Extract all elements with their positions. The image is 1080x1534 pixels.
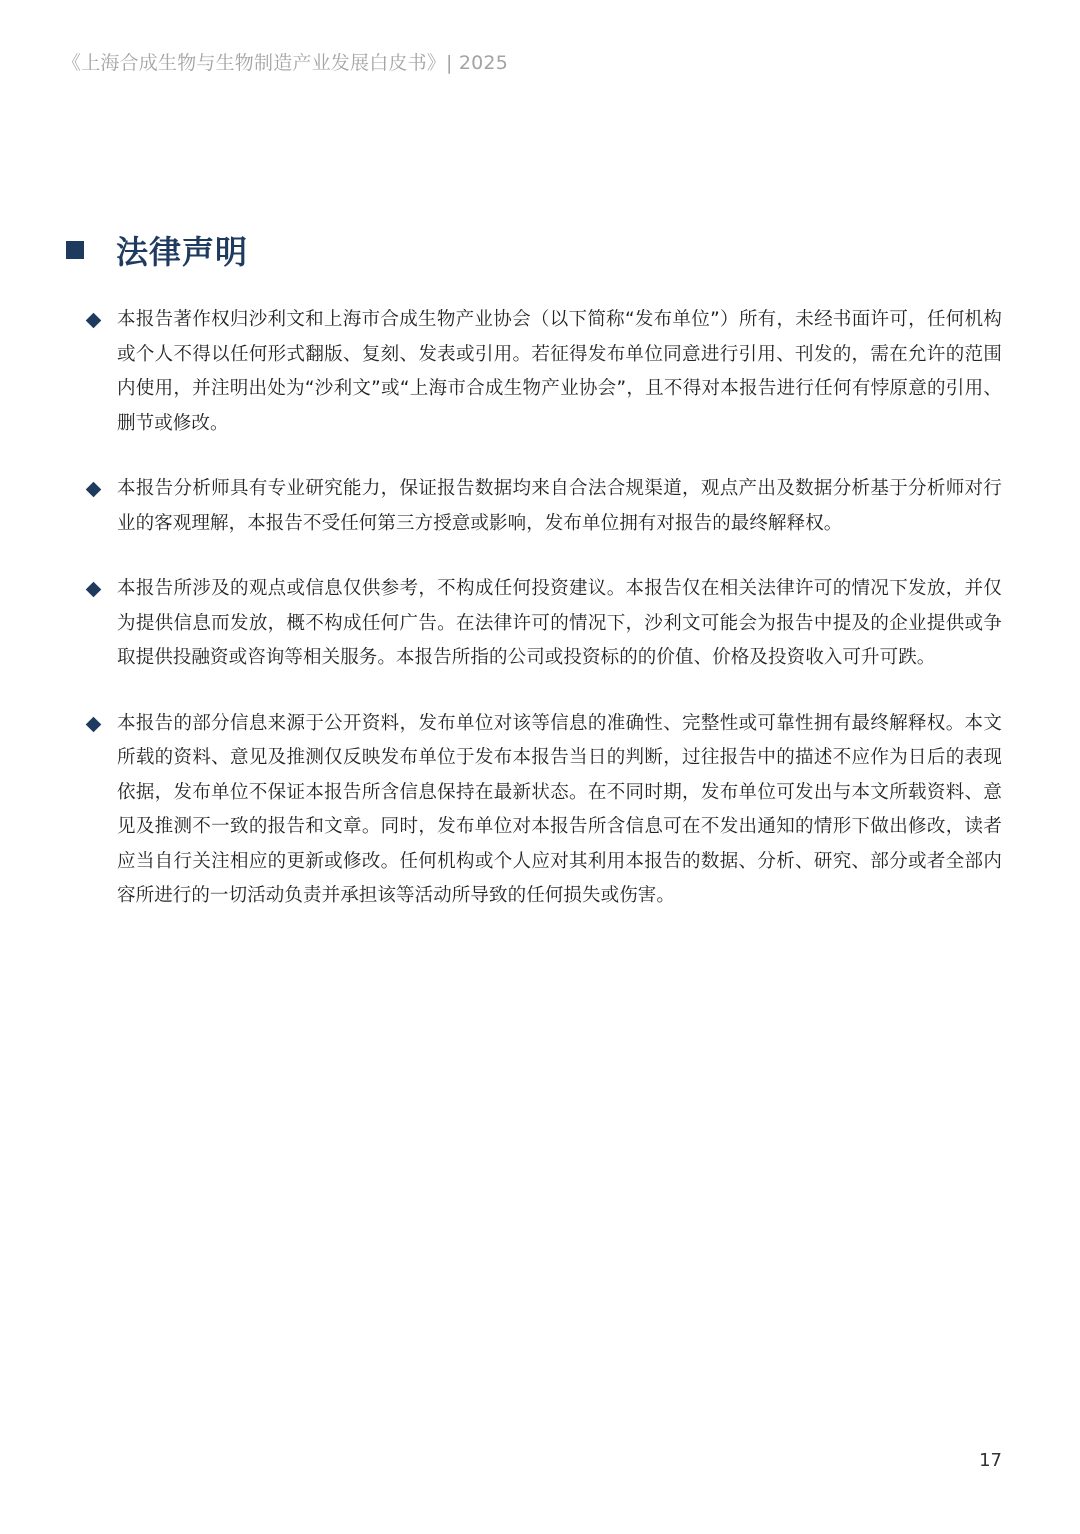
diamond-bullet-icon <box>86 582 102 598</box>
list-item <box>84 472 1002 541</box>
square-bullet-icon <box>66 241 84 259</box>
diamond-bullet-icon <box>86 313 102 329</box>
list-item <box>84 707 1002 914</box>
list-item <box>84 572 1002 676</box>
section-heading <box>66 226 248 274</box>
paragraph-text: 本报告的部分信息来源于公开资料，发布单位对该等信息的准确性、完整性或可靠性拥有最终解释权。本文所载的资料、意见及推测仅反映发布单位于发布本报告当日的判断，过往报告中的描述不应作为日后的表现依据，发布单位不保证本报告所含信息保持在最新状态。在不同时期，发布单位可发出与本文所载资料、意见及推测不一致的报告和文章。同时，发布单位对本报告所含信息可在不发出通知的情形下做出修改，读者应当自行关注相应的更新或修改。任何机构或个人应对其利用本报告的数据、分析、研究、部分或者全部内容所进行的一切活动负责并承担该等活动所导致的任何损失或伤害。 <box>117 712 1002 906</box>
document-header-title: 《上海合成生物与生物制造产业发展白皮书》| 2025 <box>62 52 508 74</box>
section-title: 法律声明 <box>116 233 249 271</box>
list-item <box>84 303 1002 441</box>
page-number: 17 <box>979 1450 1002 1471</box>
paragraph-text: 本报告所涉及的观点或信息仅供参考，不构成任何投资建议。本报告仅在相关法律许可的情况下发放，并仅为提供信息而发放，概不构成任何广告。在法律许可的情况下，沙利文可能会为报告中提及的企业提供或争取提供投融资或咨询等相关服务。本报告所指的公司或投资标的的价值、价格及投资收入可升可跌。 <box>117 578 1002 668</box>
diamond-bullet-icon <box>86 482 102 498</box>
paragraph-text: 本报告著作权归沙利文和上海市合成生物产业协会（以下简称“发布单位”）所有，未经书面许可，任何机构或个人不得以任何形式翻版、复刻、发表或引用。若征得发布单位同意进行引用、刊发的，需在允许的范围内使用，并注明出处为“沙利文”或“上海市合成生物产业协会”，且不得对本报告进行任何有悖原意的引用、删节或修改。 <box>117 309 1002 434</box>
diamond-bullet-icon <box>86 716 102 732</box>
paragraph-text: 本报告分析师具有专业研究能力，保证报告数据均来自合法合规渠道，观点产出及数据分析基于分析师对行业的客观理解，本报告不受任何第三方授意或影响，发布单位拥有对报告的最终解释权。 <box>117 478 1002 534</box>
legal-statement-list <box>84 303 1002 945</box>
